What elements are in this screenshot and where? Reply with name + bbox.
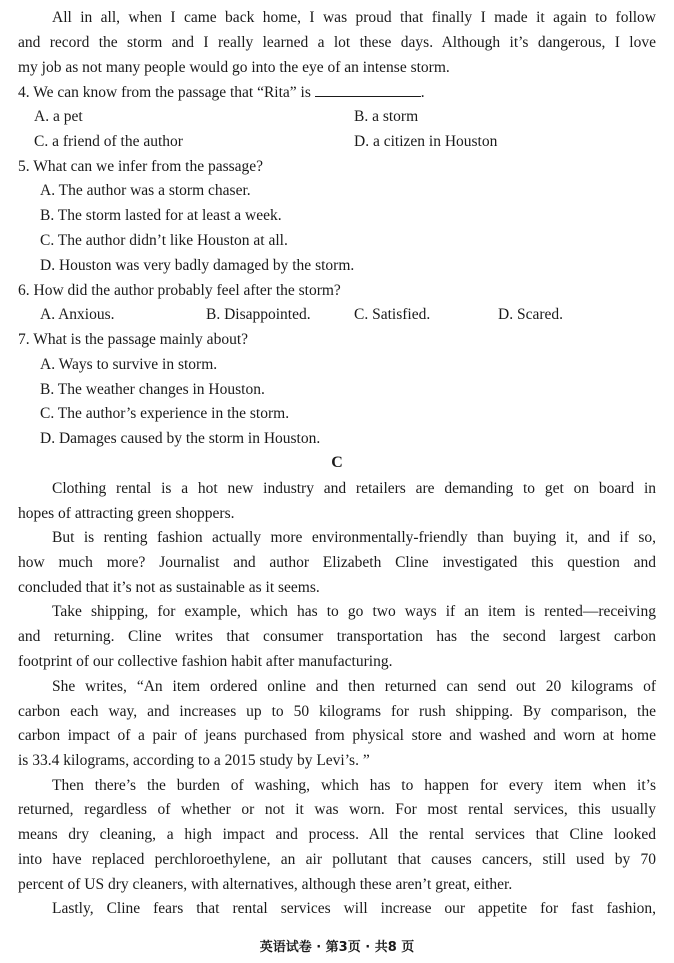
passage-line: and returning. Cline writes that consumer transportation has the second largest carbon: [18, 628, 656, 645]
passage-line: returned, regardless of whether or not it was worn. For most rental services, this usually: [18, 801, 656, 818]
passage-line: But is renting fashion actually more environmentally-friendly than buying it, and if so,: [52, 529, 656, 546]
passage-line: concluded that it’s not as sustainable as it seems.: [18, 579, 320, 596]
passage-line: All in all, when I came back home, I was proud that finally I made it again to follow: [52, 9, 656, 26]
passage-line: carbon each way, and increases up to 50 kilograms for rush shipping. By comparison, the: [18, 703, 656, 720]
answer-blank: [315, 82, 421, 97]
passage-line: carbon impact of a pair of jeans purchased from physical store and washed and worn at home: [18, 727, 656, 744]
question-4-stem: [18, 82, 656, 103]
q7-option-c: C. The author’s experience in the storm.: [40, 405, 290, 422]
question-4-end: .: [420, 84, 425, 101]
passage-line: percent of US dry cleaners, with alternatives, although these aren’t great, either.: [18, 876, 513, 893]
passage-line: Clothing rental is a hot new industry and retailers are demanding to get on board in: [52, 480, 656, 497]
q4-option-c: C. a friend of the author: [34, 133, 183, 150]
passage-line: is 33.4 kilograms, according to a 2015 study by Levi’s. ”: [18, 752, 370, 769]
q7-option-b: B. The weather changes in Houston.: [40, 381, 265, 398]
passage-line: She writes, “An item ordered online and then returned can send out 20 kilograms of: [52, 678, 656, 695]
q5-option-b: B. The storm lasted for at least a week.: [40, 207, 282, 224]
question-4-text: 4. We can know from the passage that “Rita” is: [18, 84, 311, 101]
passage-line: and record the storm and I really learned a lot these days. Although it’s dangerous, I love: [18, 34, 656, 51]
q6-option-d: D. Scared.: [498, 306, 563, 323]
question-5-stem: 5. What can we infer from the passage?: [18, 158, 264, 175]
question-7-stem: 7. What is the passage mainly about?: [18, 331, 249, 348]
q4-option-a: A. a pet: [34, 108, 83, 125]
q5-option-d: D. Houston was very badly damaged by the storm.: [40, 257, 355, 274]
passage-line: my job as not many people would go into the eye of an intense storm.: [18, 59, 450, 76]
passage-line: Then there’s the burden of washing, which has to happen for every item when it’s: [52, 777, 656, 794]
q4-option-d: D. a citizen in Houston: [354, 133, 498, 150]
q4-option-b: B. a storm: [354, 108, 419, 125]
q6-option-b: B. Disappointed.: [206, 306, 311, 323]
section-heading: C: [331, 454, 343, 471]
passage-line: means dry cleaning, a high impact and process. All the rental services that Cline looked: [18, 826, 656, 843]
q5-option-c: C. The author didn’t like Houston at all.: [40, 232, 288, 249]
passage-line: into have replaced perchloroethylene, an air pollutant that causes cancers, still used by 70: [18, 851, 656, 868]
passage-line: footprint of our collective fashion habit after manufacturing.: [18, 653, 393, 670]
q7-option-d: D. Damages caused by the storm in Houston.: [40, 430, 321, 447]
passage-line: Lastly, Cline fears that rental services will increase our appetite for fast fashion,: [52, 900, 656, 917]
passage-line: Take shipping, for example, which has to go two ways if an item is rented—receiving: [52, 603, 656, 620]
page-footer: 英语试卷 · 第3页 · 共8 页: [259, 940, 415, 955]
q7-option-a: A. Ways to survive in storm.: [40, 356, 218, 373]
q5-option-a: A. The author was a storm chaser.: [40, 182, 251, 199]
passage-line: hopes of attracting green shoppers.: [18, 505, 235, 522]
question-6-stem: 6. How did the author probably feel after the storm?: [18, 282, 341, 299]
q6-option-a: A. Anxious.: [40, 306, 115, 323]
q6-option-c: C. Satisfied.: [354, 306, 431, 323]
passage-line: how much more? Journalist and author Elizabeth Cline investigated this question and: [18, 554, 656, 571]
